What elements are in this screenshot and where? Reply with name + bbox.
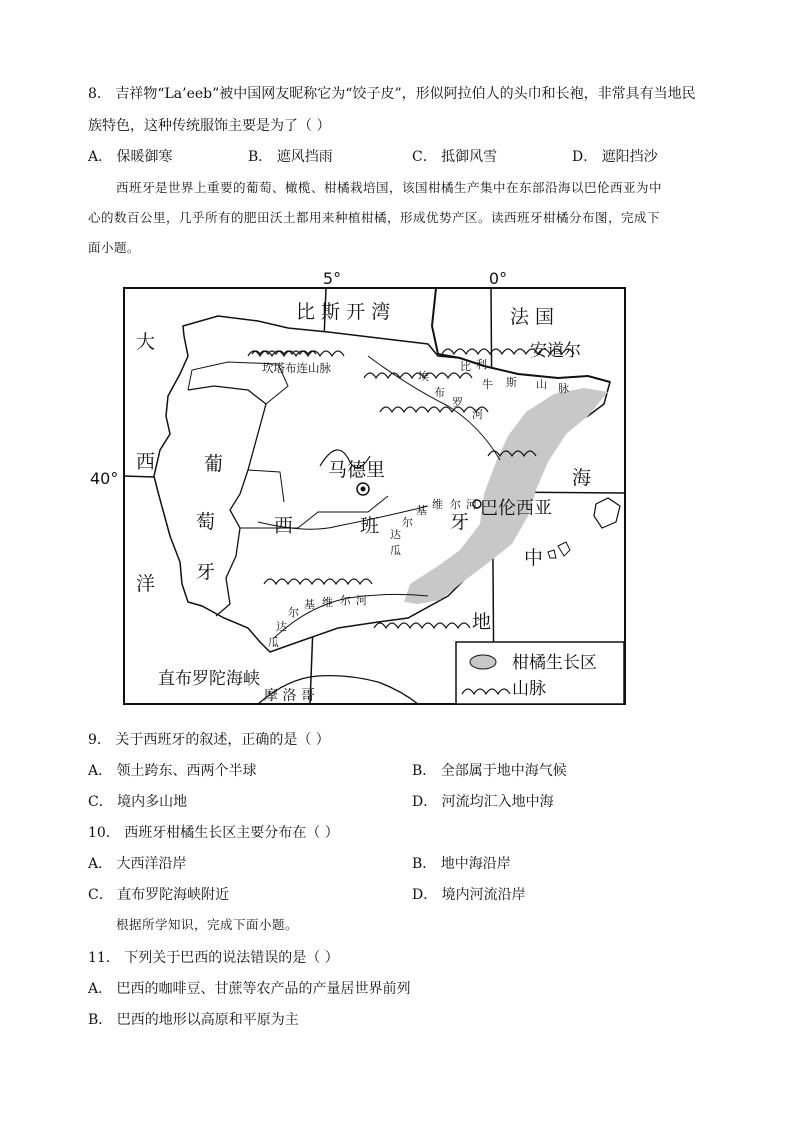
q10-option-c: C． 直布罗陀海峡附近 — [88, 887, 230, 903]
q8-option-d: D． 遮阳挡沙 — [572, 149, 658, 165]
label-ebro-1: 埃 — [418, 370, 429, 383]
q9-option-d: D． 河流均汇入地中海 — [412, 794, 554, 810]
q9-stem: 9． 关于西班牙的叙述，正确的是（ ） — [88, 732, 330, 748]
label-gibraltar: 直布罗陀海峡 — [158, 669, 260, 689]
q11-option-b: B． 巴西的地形以高原和平原为主 — [88, 1012, 299, 1028]
label-0deg: 0° — [488, 269, 508, 288]
legend-citrus-label: 柑橘生长区 — [512, 653, 597, 673]
label-pyrenees-2: 利 — [476, 358, 487, 371]
label-guadalquivir-1: 瓜 — [268, 636, 279, 649]
label-valencia: 巴伦西亚 — [480, 498, 552, 519]
intro2: 根据所学知识，完成下面小题。 — [116, 917, 299, 932]
label-portugal-1: 葡 — [204, 453, 224, 475]
label-ebro-3: 罗 — [452, 396, 463, 409]
label-ebro-2: 布 — [434, 386, 445, 399]
label-med-1: 海 — [572, 467, 592, 489]
legend-mountain-label: 山脉 — [512, 679, 546, 699]
label-atlantic-1: 大 — [136, 331, 156, 353]
label-andorra: 安道尔 — [530, 341, 581, 361]
label-france: 法 国 — [510, 306, 555, 328]
label-guadalquivir-6: 尔 — [340, 594, 351, 607]
label-atlantic-2: 西 — [136, 451, 156, 473]
label-5deg: 5° — [322, 269, 342, 288]
q8-option-a: A． 保暖御寒 — [88, 149, 173, 165]
label-morocco: 摩 洛 哥 — [264, 688, 315, 704]
label-spain-3: 牙 — [450, 511, 470, 533]
label-portugal-3: 牙 — [196, 561, 216, 583]
intro-line1: 西班牙是世界上重要的葡萄、橄榄、柑橘栽培国，该国柑橘生产集中在东部沿海以巴伦西亚为中 — [116, 180, 663, 195]
q8-stem-line1: 8． 吉祥物“La’eeb”被中国网友昵称它为“饺子皮”，形似阿拉伯人的头巾和长袍，非常具有当地民 — [88, 86, 696, 102]
q10-option-b: B． 地中海沿岸 — [412, 856, 511, 872]
legend-citrus-swatch — [470, 655, 496, 669]
label-med-3: 地 — [472, 611, 492, 633]
q8-option-b: B． 遮风挡雨 — [248, 149, 333, 165]
formentera — [548, 550, 556, 558]
spain-citrus-map — [88, 266, 633, 706]
label-portugal-2: 萄 — [196, 511, 216, 533]
label-guadiana-3: 尔 — [402, 516, 413, 529]
q10-option-d: D． 境内河流沿岸 — [412, 887, 526, 903]
label-pyrenees-3: 牛 — [482, 378, 493, 391]
label-guadalquivir-7: 河 — [356, 594, 367, 607]
label-cantabrian: 坎塔布连山脉 — [262, 361, 331, 375]
label-madrid: 马德里 — [328, 459, 386, 481]
label-spain-2: 班 — [360, 515, 380, 537]
label-pyrenees-6: 脉 — [558, 382, 569, 395]
q8-option-c: C． 抵御风雪 — [412, 149, 498, 165]
q10-stem: 10． 西班牙柑橘生长区主要分布在（ ） — [88, 825, 339, 841]
label-guadiana-6: 尔 — [450, 498, 461, 511]
label-guadalquivir-2: 达 — [276, 620, 287, 633]
label-guadalquivir-5: 维 — [322, 596, 333, 609]
label-guadalquivir-3: 尔 — [288, 606, 299, 619]
label-guadiana-4: 基 — [416, 504, 427, 517]
label-guadiana-1: 瓜 — [390, 544, 401, 557]
q11-stem: 11． 下列关于巴西的说法错误的是（ ） — [88, 950, 339, 966]
q9-option-b: B． 全部属于地中海气候 — [412, 763, 567, 779]
label-spain-1: 西 — [274, 515, 294, 537]
madrid-marker-dot — [361, 487, 366, 492]
q9-option-c: C． 境内多山地 — [88, 794, 188, 810]
label-pyrenees-5: 山 — [536, 378, 547, 391]
label-pyrenees-4: 斯 — [506, 376, 517, 389]
label-atlantic-3: 洋 — [136, 573, 156, 595]
intro-line2: 心的数百公里，几乎所有的肥田沃土都用来种植柑橘，形成优势产区。读西班牙柑橘分布图，完成下 — [88, 210, 661, 225]
label-guadiana-5: 维 — [432, 498, 443, 511]
label-guadiana-7: 河 — [466, 498, 477, 511]
q10-option-a: A． 大西洋沿岸 — [88, 856, 187, 872]
q9-option-a: A． 领土跨东、西两个半球 — [88, 763, 257, 779]
label-40deg: 40° — [90, 469, 119, 488]
label-guadiana-2: 达 — [390, 528, 401, 541]
label-bay-of-biscay: 比 斯 开 湾 — [296, 301, 391, 323]
label-med-2: 中 — [524, 547, 544, 569]
label-pyrenees-1: 比 — [460, 360, 471, 373]
q11-option-a: A． 巴西的咖啡豆、甘蔗等农产品的产量居世界前列 — [88, 981, 411, 997]
q8-stem-line2: 族特色，这种传统服饰主要是为了（ ） — [88, 118, 331, 134]
label-guadalquivir-4: 基 — [304, 598, 315, 611]
label-ebro-4: 河 — [472, 408, 483, 421]
intro-line3: 面小题。 — [88, 240, 141, 255]
